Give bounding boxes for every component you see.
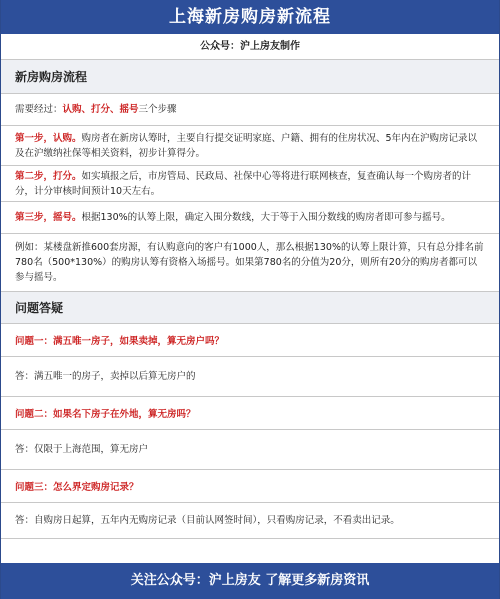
footer-banner: 关注公众号：沪上房友 了解更多新房资讯 — [1, 563, 499, 599]
example-text — [1, 234, 499, 292]
question-1: 问题一：满五唯一房子，如果卖掉，算无房户吗？ — [1, 324, 499, 357]
section-heading-process: 新房购房流程 — [1, 60, 499, 94]
step-1 — [1, 126, 499, 166]
answer-2-text: 答：仅限于上海范围，算无房户 — [15, 444, 149, 455]
step-2-text: 如实填报之后，市房管局、民政局、社保中心等将进行联网核查，复查确认每一个购房者的计分，计分审核时间预计10天左右。 — [15, 170, 472, 197]
answer-2 — [1, 430, 499, 470]
step-3 — [1, 202, 499, 234]
intro-suffix: 三个步骤 — [138, 104, 177, 115]
answer-3-text: 答：自购房日起算，五年内无购房记录（目前认网签时间），只看购房记录，不看卖出记录。 — [15, 515, 400, 526]
step-3-text: 根据130%的认筹上限，确定入围分数线，大于等于入围分数线的购房者即可参与摇号。 — [81, 212, 451, 223]
answer-1 — [1, 357, 499, 397]
question-3: 问题三：怎么界定购房记录？ — [1, 470, 499, 503]
step-1-label: 第一步，认购。 — [15, 132, 82, 144]
step-2-label: 第二步，打分。 — [15, 170, 82, 182]
section-heading-qa: 问题答疑 — [1, 292, 499, 324]
source-credit: 公众号：沪上房友制作 — [1, 34, 499, 60]
step-2 — [1, 166, 499, 202]
answer-3 — [1, 503, 499, 539]
question-2: 问题二：如果名下房子在外地，算无房吗？ — [1, 397, 499, 430]
answer-1-text: 答：满五唯一的房子，卖掉以后算无房户的 — [15, 371, 196, 382]
intro-steps: 认购、打分、摇号 — [62, 104, 139, 115]
intro-prefix: 需要经过： — [15, 104, 63, 115]
intro-text — [1, 94, 499, 126]
step-3-label: 第三步，摇号。 — [15, 212, 82, 223]
page-title: 上海新房购房新流程 — [1, 0, 499, 34]
example-paragraph: 例如：某楼盘新推600套房源，有认购意向的客户有1000人，那么根据130%的认筹上限计算，只有总分排名前780名（500*130%）的购房认筹有资格入场摇号。如果第780名的分值为20分，则所有20分的购房者都可以参与摇号。 — [15, 242, 484, 283]
step-1-text: 购房者在新房认筹时，主要自行提交证明家庭、户籍、拥有的住房状况、5年内在沪购房记录以及在沪缴纳社保等相关资料，初步计算得分。 — [15, 132, 478, 159]
